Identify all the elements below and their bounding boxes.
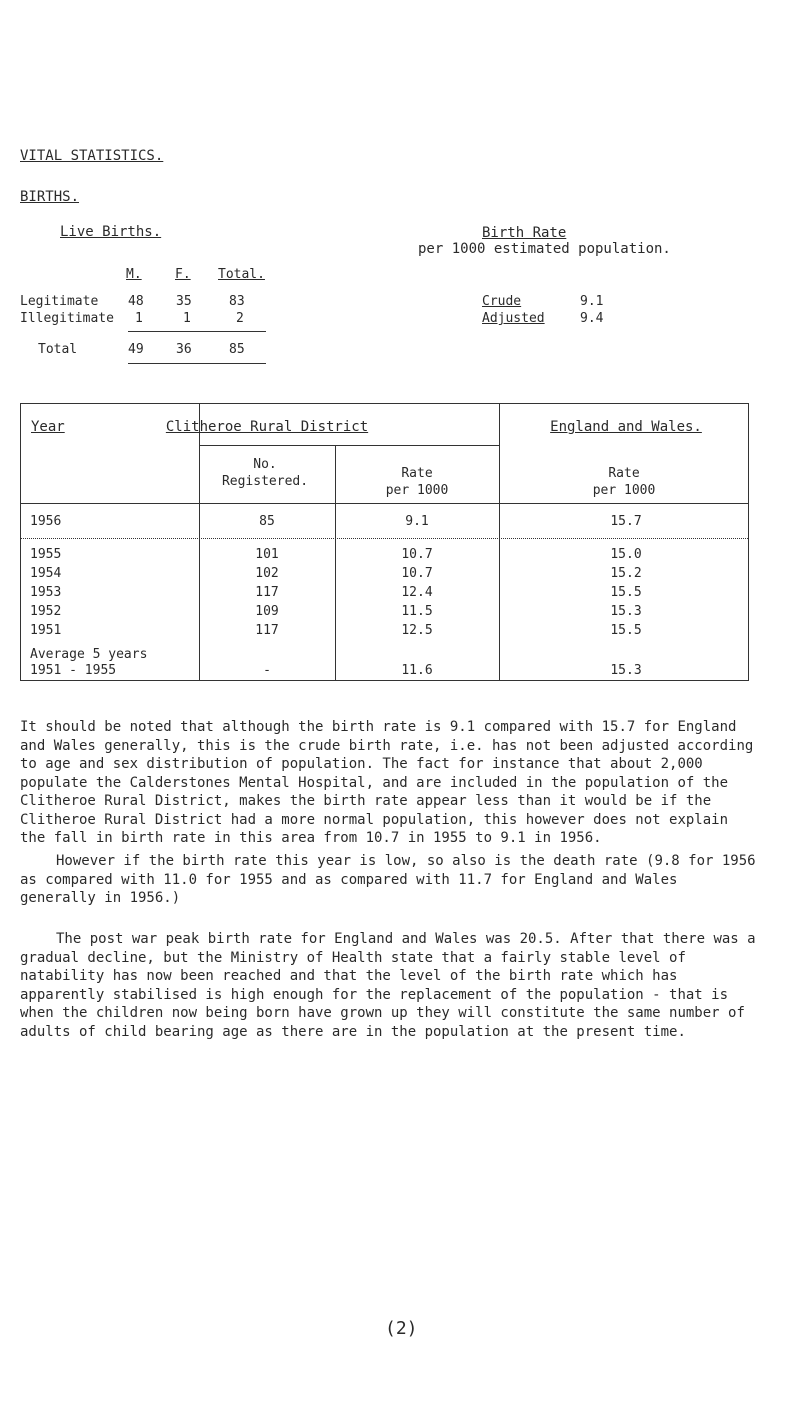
table-row-ew: 15.0 xyxy=(610,547,642,562)
legit-m: 48 xyxy=(128,294,144,309)
table-row-year: 1955 xyxy=(30,547,62,562)
illegit-total: 2 xyxy=(236,311,244,326)
illegit-f: 1 xyxy=(183,311,191,326)
table-row-year: 1953 xyxy=(30,585,62,600)
current-year: 1956 xyxy=(30,514,62,529)
average-rate: 11.6 xyxy=(401,663,433,678)
current-no: 85 xyxy=(259,514,275,529)
col-divider-2 xyxy=(335,445,336,681)
sub-ew-1: Rate xyxy=(608,466,640,481)
header-rule xyxy=(21,503,748,504)
table-row-no: 101 xyxy=(255,547,279,562)
header-sub-rule xyxy=(199,445,499,446)
paragraph-3-text: The post war peak birth rate for England and Wales was 20.5. After that there was a gradual decline, but the Ministry of Health state that a fairly stable level of natability has now been reached and that the level of the birth rate which has apparently stabilised is high enough for the replacement of the population - that is when the children now being born have grown up they will constitute the same number of adults of child bearing age as there are in the population at the present time. xyxy=(20,931,756,1040)
paragraph-2-text: However if the birth rate this year is low, so also is the death rate (9.8 for 1956 as compared with 11.0 for 1955 and as compared with 11.7 for England and Wales generally in 1956.) xyxy=(20,853,756,906)
birth-rate-title: Birth Rate xyxy=(482,225,567,241)
average-ew: 15.3 xyxy=(610,663,642,678)
table-row-rate: 12.5 xyxy=(401,623,433,638)
legit-f: 35 xyxy=(176,294,192,309)
paragraph-1 xyxy=(20,718,760,848)
illegit-label: Illegitimate xyxy=(20,311,114,326)
adjusted-value: 9.4 xyxy=(580,311,604,326)
birth-rate-table xyxy=(20,403,749,681)
table-row-year: 1952 xyxy=(30,604,62,619)
table-row-year: 1951 xyxy=(30,623,62,638)
table-row-year: 1954 xyxy=(30,566,62,581)
sub-no-2: Registered. xyxy=(221,474,309,489)
table-row-ew: 15.5 xyxy=(610,623,642,638)
table-row-no: 109 xyxy=(255,604,279,619)
header-district: Clitheroe Rural District xyxy=(165,419,369,435)
adjusted-label: Adjusted xyxy=(482,311,545,326)
page-number: (2) xyxy=(385,1318,418,1339)
col-divider-3 xyxy=(499,404,500,681)
illegit-m: 1 xyxy=(135,311,143,326)
total-label: Total xyxy=(38,342,78,357)
crude-label: Crude xyxy=(482,294,522,309)
paragraph-1-text: It should be noted that although the birth rate is 9.1 compared with 15.7 for England and Wales generally, this is the crude birth rate, i.e. has not been adjusted according to age and sex distribution of population. The fact for instance that about 2,000 populate the Calderstones Mental Hospital, and are included in the population of the Clitheroe Rural District, makes the birth rate appear less than it would be if the Clitheroe Rural District had a more normal population, this however does not explain the fall in birth rate in this area from 10.7 in 1955 to 9.1 in 1956. xyxy=(20,719,754,846)
births-subheading: BIRTHS. xyxy=(20,189,80,205)
sub-rate-2: per 1000 xyxy=(385,483,449,498)
current-rate: 9.1 xyxy=(405,514,429,529)
paragraph-3 xyxy=(20,930,760,1041)
page-heading: VITAL STATISTICS. xyxy=(20,148,164,164)
current-year-rule xyxy=(21,538,748,539)
total-total: 85 xyxy=(229,342,245,357)
table-row-rate: 12.4 xyxy=(401,585,433,600)
birth-rate-subtitle: per 1000 estimated population. xyxy=(418,241,671,257)
average-label-2: 1951 - 1955 xyxy=(30,663,117,678)
table-row-no: 117 xyxy=(255,623,279,638)
header-year: Year xyxy=(31,419,65,435)
table-row-rate: 10.7 xyxy=(401,547,433,562)
sub-rate-1: Rate xyxy=(401,466,433,481)
average-no: - xyxy=(263,663,271,678)
table-row-no: 102 xyxy=(255,566,279,581)
table-row-no: 117 xyxy=(255,585,279,600)
legit-label: Legitimate xyxy=(20,294,99,309)
sub-ew-2: per 1000 xyxy=(592,483,656,498)
table-row-rate: 11.5 xyxy=(401,604,433,619)
col-f-label: F. xyxy=(175,267,191,282)
total-f: 36 xyxy=(176,342,192,357)
paragraph-2 xyxy=(20,852,760,908)
col-m-label: M. xyxy=(126,267,142,282)
table-row-ew: 15.2 xyxy=(610,566,642,581)
legit-total: 83 xyxy=(229,294,245,309)
average-label-1: Average 5 years xyxy=(30,647,148,662)
total-rule-bottom xyxy=(128,363,266,364)
header-england: England and Wales. xyxy=(550,419,702,435)
table-row-ew: 15.5 xyxy=(610,585,642,600)
total-rule-top xyxy=(128,331,266,332)
total-m: 49 xyxy=(128,342,144,357)
crude-value: 9.1 xyxy=(580,294,604,309)
col-total-label: Total. xyxy=(218,267,265,282)
table-row-ew: 15.3 xyxy=(610,604,642,619)
sub-no-1: No. xyxy=(253,457,277,472)
table-row-rate: 10.7 xyxy=(401,566,433,581)
live-births-title: Live Births. xyxy=(60,224,162,240)
current-ew: 15.7 xyxy=(610,514,642,529)
